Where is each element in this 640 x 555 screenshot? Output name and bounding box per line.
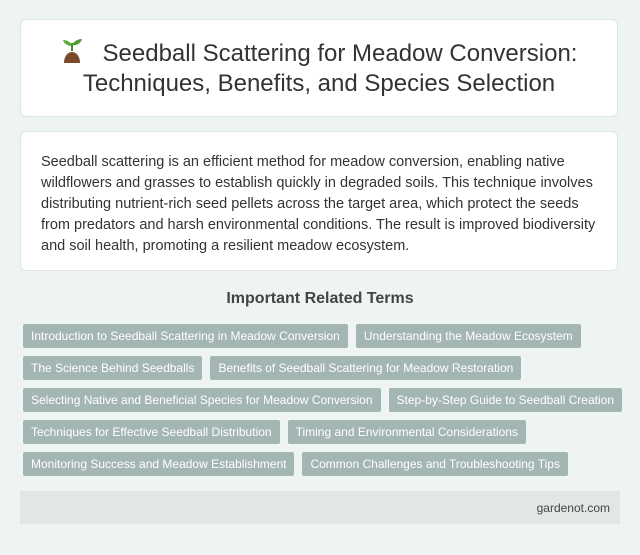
related-term-tag[interactable]: Monitoring Success and Meadow Establishment bbox=[23, 452, 294, 476]
footer-site-link[interactable]: gardenot.com bbox=[536, 500, 610, 515]
related-term-tag[interactable]: Understanding the Meadow Ecosystem bbox=[356, 324, 581, 348]
related-term-tag[interactable]: Common Challenges and Troubleshooting Tips bbox=[302, 452, 567, 476]
footer bbox=[20, 491, 620, 524]
related-terms-heading: Important Related Terms bbox=[226, 290, 414, 307]
intro-card bbox=[20, 131, 618, 271]
intro-text: Seedball scattering is an efficient method for meadow conversion, enabling native wildflowers and grasses to establish quickly in degraded soils. This technique involves distributing nutrient-rich seed pellets across the target area, which protect the seeds from predators and harsh environmental conditions. The result is improved biodiversity and soil health, promoting a resilient meadow ecosystem. bbox=[41, 154, 596, 254]
page-title bbox=[21, 37, 617, 99]
title-card bbox=[20, 19, 618, 117]
related-terms-list bbox=[23, 324, 623, 476]
related-term-tag[interactable]: Techniques for Effective Seedball Distribution bbox=[23, 420, 280, 444]
related-term-tag[interactable]: The Science Behind Seedballs bbox=[23, 356, 202, 380]
related-term-tag[interactable]: Introduction to Seedball Scattering in Meadow Conversion bbox=[23, 324, 348, 348]
page-title-text: Seedball Scattering for Meadow Conversion: Techniques, Benefits, and Species Selection bbox=[82, 40, 578, 97]
related-term-tag[interactable]: Benefits of Seedball Scattering for Meadow Restoration bbox=[210, 356, 521, 380]
seedling-icon bbox=[61, 37, 83, 63]
related-term-tag[interactable]: Timing and Environmental Considerations bbox=[288, 420, 526, 444]
related-term-tag[interactable]: Selecting Native and Beneficial Species for Meadow Conversion bbox=[23, 388, 381, 412]
related-term-tag[interactable]: Step-by-Step Guide to Seedball Creation bbox=[389, 388, 622, 412]
